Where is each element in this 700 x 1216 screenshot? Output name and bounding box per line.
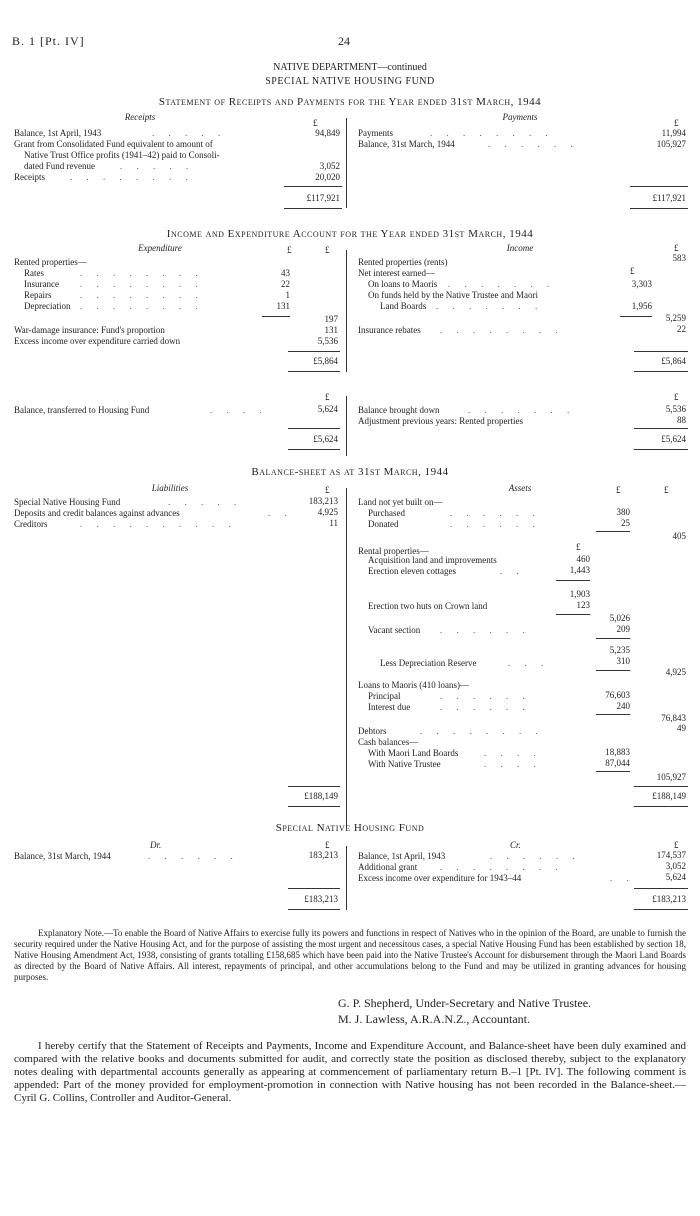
leader-dots: . . . . . . . . <box>80 290 204 300</box>
receipt-label: Balance, 1st April, 1943 <box>14 128 102 138</box>
asset-label: Acquisition land and improvements <box>368 555 497 565</box>
income-amount: 88 <box>677 415 686 425</box>
rule <box>634 786 688 787</box>
income-label: Adjustment previous years: Rented properties <box>358 416 523 426</box>
asset-amount: 310 <box>616 656 630 666</box>
liability-amount: 4,925 <box>317 507 338 517</box>
leader-dots: . . . . . . . . <box>80 279 204 289</box>
rule <box>288 786 340 787</box>
leader-dots: . . . . . . . . <box>420 726 544 736</box>
payment-label: Balance, 31st March, 1944 <box>358 139 455 149</box>
leader-dots: . . . . . . <box>440 625 531 635</box>
fund-credit-label: Excess income over expenditure for 1943–44 <box>358 873 522 883</box>
income-amount: 3,303 <box>631 279 652 289</box>
rule <box>288 351 340 352</box>
leader-dots: . . . . <box>484 759 542 769</box>
expense-amount: 5,536 <box>317 336 338 346</box>
pound-symbol: £ <box>630 266 635 276</box>
leader-dots: . . . . . . . <box>448 279 556 289</box>
rule <box>284 208 342 209</box>
leader-dots: . . . . . . . . <box>80 301 204 311</box>
asset-label: Erection two huts on Crown land <box>368 601 488 611</box>
rule <box>556 580 590 581</box>
asset-amount: 209 <box>616 624 630 634</box>
leader-dots: . . . . . . <box>490 851 581 861</box>
pound-symbol: £ <box>664 485 669 495</box>
income-amount: 22 <box>677 324 686 334</box>
fund-debit-total: £183,213 <box>304 894 338 904</box>
credit-head: Cr. <box>510 840 521 850</box>
rule <box>634 449 688 450</box>
liability-label: Special Native Housing Fund <box>14 497 121 507</box>
receipts-head: Receipts <box>124 112 156 122</box>
income-label: Rented properties (rents) <box>358 257 448 267</box>
expense-amount: 131 <box>276 301 290 311</box>
rented-label: Rented properties— <box>14 257 87 267</box>
rule <box>596 638 630 639</box>
pound-symbol: £ <box>325 840 330 850</box>
asset-amount: 240 <box>616 701 630 711</box>
balance-sheet-title: Balance-sheet as at 31st March, 1944 <box>251 466 449 478</box>
expenditure-head: Expenditure <box>138 243 182 253</box>
rule <box>288 909 340 910</box>
asset-label: Less Depreciation Reserve <box>380 658 477 668</box>
receipt-label: Grant from Consolidated Fund equivalent to amount of <box>14 139 213 149</box>
leader-dots: . . . . . . <box>450 508 541 518</box>
income-title: Income and Expenditure Account for the Year ended 31st March, 1944 <box>166 228 534 240</box>
receipts-total: £117,921 <box>306 193 340 203</box>
leader-dots: . . . . . . . . <box>70 172 194 182</box>
leader-dots: . . <box>500 566 525 576</box>
asset-label: Land not yet built on— <box>358 497 443 507</box>
leader-dots: . . . . . . . <box>468 405 576 415</box>
income-label: Insurance rebates <box>358 325 421 335</box>
asset-amount: 460 <box>576 554 590 564</box>
department-heading: NATIVE DEPARTMENT—continued <box>273 62 427 73</box>
receipt-amount: 3,052 <box>319 161 340 171</box>
expense-label: Insurance <box>24 279 59 289</box>
asset-amount: 25 <box>621 518 630 528</box>
pound-symbol: £ <box>313 118 318 128</box>
rule <box>634 888 688 889</box>
pound-symbol: £ <box>674 243 679 253</box>
expense-amount: 1 <box>285 290 290 300</box>
signature-accountant: M. J. Lawless, A.R.A.N.Z., Accountant. <box>338 1012 530 1026</box>
rule <box>596 771 630 772</box>
rule <box>634 806 688 807</box>
rule <box>288 888 340 889</box>
leader-dots: . . . . . . <box>440 702 531 712</box>
leader-dots: . . . . . . . . <box>440 325 564 335</box>
rule <box>288 371 340 372</box>
expense-label: Repairs <box>24 290 52 300</box>
leader-dots: . . <box>610 873 635 883</box>
transfer-total: £5,624 <box>313 434 338 444</box>
transfer-total: £5,624 <box>661 434 686 444</box>
asset-label: With Maori Land Boards <box>368 748 459 758</box>
pound-symbol: £ <box>616 485 621 495</box>
payments-total: £117,921 <box>652 193 686 203</box>
asset-label: Rental properties— <box>358 546 429 556</box>
rule <box>634 909 688 910</box>
asset-label: Cash balances— <box>358 737 419 747</box>
leader-dots: . . . . <box>484 748 542 758</box>
page-number: 24 <box>338 34 350 48</box>
pound-symbol: £ <box>325 245 330 255</box>
asset-label: Principal <box>368 691 401 701</box>
rule <box>288 428 340 429</box>
audit-certificate: I hereby certify that the Statement of Receipts and Payments, Income and Expenditure Account, and Balance-sheet have been duly examined and compared with the relative books and documents submitted for audit, and correctly state the position as disclosed thereby, subject to the explanatory notes dealing with departmental accounts generally as appearing at commencement of parliamentary return B.–1 [Pt. IV]. The following comment is appended: Part of the money provided for employment-promotion in connection with Native housing has not been recorded in the Balance-sheet.—Cyril G. Collins, Controller and Auditor-General. <box>14 1040 686 1104</box>
asset-amount: 18,883 <box>605 747 630 757</box>
pound-symbol: £ <box>325 392 330 402</box>
fund-credit-label: Additional grant <box>358 862 418 872</box>
receipt-label: Native Trust Office profits (1941–42) paid to Consoli- <box>24 150 220 160</box>
assets-head: Assets <box>508 483 532 493</box>
income-label: Balance brought down <box>358 405 440 415</box>
pound-symbol: £ <box>287 245 292 255</box>
receipt-label: Receipts <box>14 172 45 182</box>
land-total: 405 <box>672 531 686 541</box>
income-amount: 1,956 <box>631 301 652 311</box>
liabilities-head: Liabilities <box>151 483 189 493</box>
fund-credit-total: £183,213 <box>652 894 686 904</box>
rule <box>596 670 630 671</box>
rule <box>630 208 688 209</box>
rented-total: 197 <box>324 314 338 324</box>
asset-amount: 123 <box>576 600 590 610</box>
rule <box>596 714 630 715</box>
interest-total: 5,259 <box>665 313 686 323</box>
payment-label: Payments <box>358 128 393 138</box>
leader-dots: . . . . . . . . . . <box>80 519 237 529</box>
liability-label: Creditors <box>14 519 48 529</box>
rule <box>288 806 340 807</box>
expense-amount: 43 <box>281 268 290 278</box>
fund-debit-label: Balance, 31st March, 1944 <box>14 851 111 861</box>
asset-label: Purchased <box>368 508 405 518</box>
expense-amount: 5,624 <box>317 404 338 414</box>
expense-amount: 131 <box>324 325 338 335</box>
column-rule <box>346 250 347 372</box>
leader-dots: . . . . . <box>168 497 243 507</box>
fund-credit-amount: 5,624 <box>665 872 686 882</box>
expense-label: Rates <box>24 268 44 278</box>
liability-amount: 183,213 <box>308 496 338 506</box>
column-rule <box>346 488 347 828</box>
leader-dots: . . . . . . <box>148 851 239 861</box>
asset-label: Donated <box>368 519 399 529</box>
income-label: Land Boards <box>380 301 427 311</box>
page-ref: B. 1 [Pt. IV] <box>12 34 85 48</box>
leader-dots: . . . . . . . . <box>80 268 204 278</box>
expense-label: Balance, transferred to Housing Fund <box>14 405 150 415</box>
column-rule <box>346 396 347 456</box>
fund-debit-amount: 183,213 <box>308 850 338 860</box>
fund-heading: SPECIAL NATIVE HOUSING FUND <box>265 76 435 87</box>
leader-dots: . . . . <box>210 405 268 415</box>
asset-amount: 380 <box>616 507 630 517</box>
rule <box>288 449 340 450</box>
expense-amount: 22 <box>281 279 290 289</box>
rule <box>634 428 688 429</box>
income-label: On loans to Maoris <box>368 279 438 289</box>
column-rule <box>346 846 347 910</box>
subtotal: 1,903 <box>569 589 590 599</box>
column-rule <box>346 118 347 208</box>
expense-label: Excess income over expenditure carried down <box>14 336 181 346</box>
leader-dots: . . . . . . <box>440 691 531 701</box>
leader-dots: . . . . . . . <box>436 301 544 311</box>
fund-account-title: Special Native Housing Fund <box>275 822 425 834</box>
fund-credit-amount: 3,052 <box>665 861 686 871</box>
asset-label: With Native Trustee <box>368 759 441 769</box>
pound-symbol: £ <box>674 392 679 402</box>
asset-amount: 49 <box>677 723 686 733</box>
asset-label: Interest due <box>368 702 411 712</box>
payments-head: Payments <box>502 112 538 122</box>
rental-total: 4,925 <box>665 667 686 677</box>
income-label: On funds held by the Native Trustee and Maori <box>368 290 538 300</box>
income-head: Income <box>506 243 534 253</box>
subtotal: 5,026 <box>609 613 630 623</box>
liability-label: Deposits and credit balances against advances <box>14 508 180 518</box>
income-amount: 5,536 <box>665 404 686 414</box>
income-amount: 583 <box>672 253 686 263</box>
rule <box>634 351 688 352</box>
asset-label: Loans to Maoris (410 loans)— <box>358 680 469 690</box>
fund-credit-label: Balance, 1st April, 1943 <box>358 851 446 861</box>
rule <box>634 371 688 372</box>
pound-symbol: £ <box>325 485 330 495</box>
receipt-amount: 20,020 <box>315 172 340 182</box>
asset-label: Vacant section <box>368 625 421 635</box>
expense-label: Depreciation <box>24 301 71 311</box>
asset-label: Erection eleven cottages <box>368 566 456 576</box>
explanatory-note: Explanatory Note.—To enable the Board of Native Affairs to exercise fully its powers and functions in respect of Natives who in the opinion of the Board, are unable to furnish the security required under the Native Housing Act, and for the purpose of assisting the most urgent and necessitous cases, a special Native Housing Fund has been established by section 18, Native Housing Amendment Act, 1938, consisting of grants totalling £158,685 which have been paid into the Native Trustee's Account for disbursement through the Maori Land Boards as directed by the Board of Native Affairs. All interest, repayments of principal, and other accumulations belong to the Fund and may be utilized in granting advances for housing purposes. <box>14 928 686 982</box>
subtotal: 5,235 <box>609 645 630 655</box>
leader-dots: . . . . . . <box>450 519 541 529</box>
leader-dots: . . . . . . . . <box>440 862 564 872</box>
signature-under-secretary: G. P. Shepherd, Under-Secretary and Native Trustee. <box>338 996 592 1010</box>
payment-amount: 105,927 <box>656 139 686 149</box>
pound-symbol: £ <box>674 118 679 128</box>
receipt-amount: 94,849 <box>315 128 340 138</box>
loans-total: 76,843 <box>661 713 686 723</box>
rule <box>596 531 630 532</box>
pound-symbol: £ <box>674 840 679 850</box>
cash-total: 105,927 <box>656 772 686 782</box>
asset-amount: 76,603 <box>605 690 630 700</box>
debit-head: Dr. <box>150 840 162 850</box>
leader-dots: . . . <box>508 658 550 668</box>
leader-dots: . . . . . . <box>488 139 579 149</box>
rule <box>630 186 688 187</box>
asset-label: Debtors <box>358 726 387 736</box>
assets-total: £188,149 <box>652 791 686 801</box>
rule <box>284 186 342 187</box>
liabilities-total: £188,149 <box>304 791 338 801</box>
asset-amount: 1,443 <box>569 565 590 575</box>
payment-amount: 11,994 <box>661 128 686 138</box>
receipts-title: Statement of Receipts and Payments for the Year ended 31st March, 1944 <box>158 96 542 108</box>
expense-label: War-damage insurance: Fund's proportion <box>14 325 165 335</box>
leader-dots: . . . . . . . . <box>430 128 554 138</box>
receipt-label: dated Fund revenue <box>24 161 95 171</box>
expenditure-total: £5,864 <box>313 356 338 366</box>
income-label: Net interest earned— <box>358 268 435 278</box>
pound-symbol: £ <box>576 542 581 552</box>
leader-dots: . . <box>268 508 293 518</box>
income-total: £5,864 <box>661 356 686 366</box>
leader-dots: . . . . . <box>152 128 227 138</box>
liability-amount: 11 <box>329 518 338 528</box>
rule <box>262 316 290 317</box>
asset-amount: 87,044 <box>605 758 630 768</box>
leader-dots: . . . . . <box>120 161 195 171</box>
fund-credit-amount: 174,537 <box>656 850 686 860</box>
